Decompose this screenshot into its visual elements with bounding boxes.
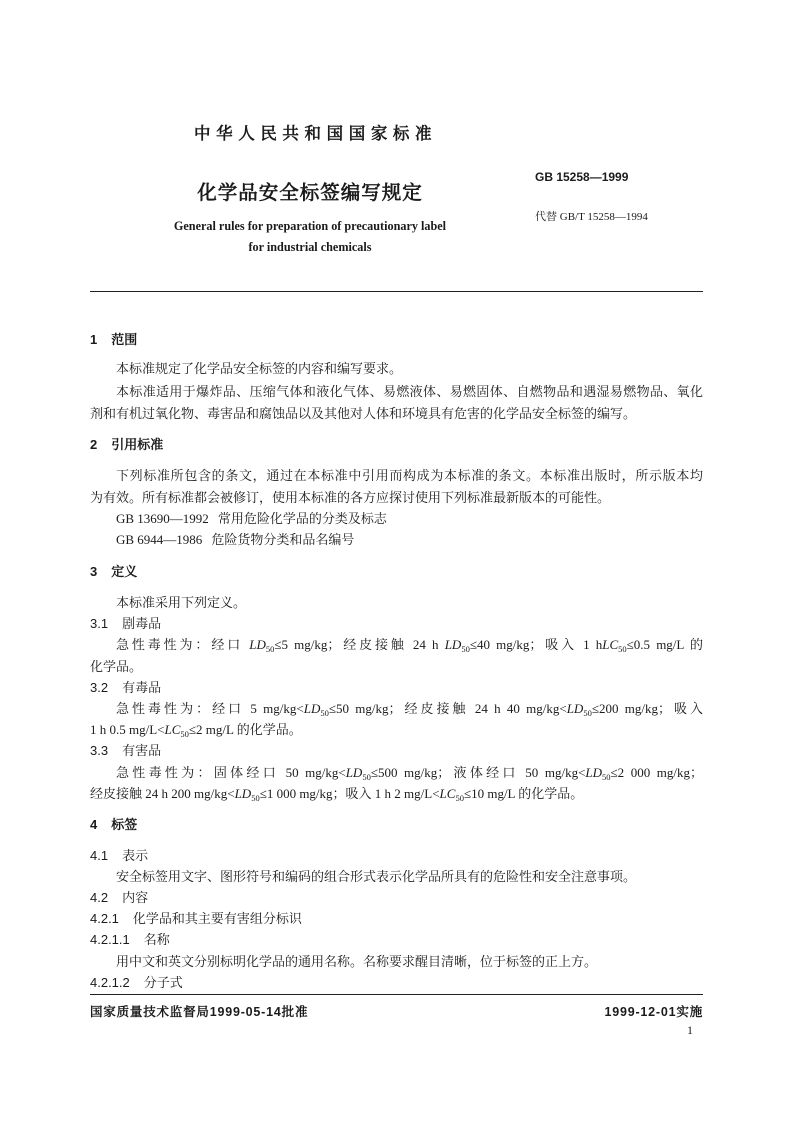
text-run: ≤50 mg/kg；经皮接触 24 h 40 mg/kg< [328, 701, 567, 716]
clause-title: 内容 [122, 890, 149, 905]
toxicity-symbol: LD [566, 701, 584, 716]
clause-title: 表示 [122, 848, 149, 863]
subscript: 50 [602, 772, 611, 782]
definition-line [90, 699, 703, 719]
section-number: 3 [90, 564, 98, 579]
paragraph-line: 本标准适用于爆炸品、压缩气体和液化气体、易燃液体、易燃固体、自燃物品和遇湿易燃物品、氧化 [116, 384, 703, 399]
reference-item [90, 509, 703, 529]
reference-item [90, 530, 703, 550]
clause-heading [90, 973, 703, 993]
text-run: ≤0.5 mg/L 的 [626, 637, 704, 652]
text-run: 急性毒性为：经口 5 mg/kg< [116, 701, 304, 716]
clause-number: 4.1 [90, 848, 109, 863]
standard-number: GB 15258—1999 [535, 170, 629, 184]
toxicity-symbol: LD [303, 701, 321, 716]
section-number: 2 [90, 437, 98, 452]
page-number: 1 [687, 1023, 693, 1037]
subscript: 50 [320, 708, 329, 718]
definition-heading [90, 678, 703, 698]
effective-date: 1999-12-01实施 [604, 1005, 703, 1019]
text-run: ≤5 mg/kg；经皮接触 24 h [274, 637, 445, 652]
toxicity-symbol: LD [249, 637, 266, 652]
approval-note: 国家质量技术监督局1999-05-14批准 [90, 1005, 309, 1019]
definition-heading [90, 614, 703, 634]
clause-title: 名称 [143, 932, 170, 947]
text-run: ≤500 mg/kg；液体经口 50 mg/kg< [370, 765, 586, 780]
reference-code: GB 13690—1992 [116, 511, 209, 526]
definition-term: 剧毒品 [122, 616, 162, 631]
section-1-heading [90, 330, 703, 350]
text-run: 化学品。 [90, 659, 143, 674]
text-run: ≤1 000 mg/kg；吸入 1 h 2 mg/L< [259, 786, 440, 801]
section-title: 定义 [111, 564, 138, 579]
text-run: ≤40 mg/kg；吸入 1 h [469, 637, 603, 652]
subscript: 50 [180, 729, 189, 739]
english-title-line-1: General rules for preparation of precautionary label [173, 219, 447, 233]
toxicity-symbol: LC [602, 637, 619, 652]
toxicity-symbol: LD [585, 765, 603, 780]
footer-divider [90, 994, 703, 995]
definition-line [90, 763, 703, 783]
national-standard-heading: 中华人民共和国国家标准 [194, 125, 438, 143]
reference-name: 常用危险化学品的分类及标志 [217, 511, 387, 526]
definition-line [90, 784, 703, 804]
section-2-heading [90, 435, 703, 455]
clause-number: 4.2 [90, 890, 109, 905]
definition-term: 有害品 [122, 743, 162, 758]
toxicity-symbol: LC [164, 722, 181, 737]
definition-line [90, 720, 703, 740]
clause-number: 4.2.1 [90, 911, 119, 926]
section-3-heading [90, 562, 703, 582]
clause-heading [90, 888, 703, 908]
clause-number: 3.2 [90, 680, 109, 695]
paragraph-line: 本标准采用下列定义。 [116, 595, 247, 610]
clause-number: 4.2.1.1 [90, 932, 130, 947]
clause-title: 分子式 [143, 975, 183, 990]
text-run: ≤10 mg/L 的化学品。 [463, 786, 584, 801]
section-title: 引用标准 [111, 437, 164, 452]
clause-number: 3.1 [90, 616, 109, 631]
paragraph-line: 下列标准所包含的条文，通过在本标准中引用而构成为本标准的条文。本标准出版时，所示版本均 [116, 468, 703, 483]
clause-heading [90, 930, 703, 950]
reference-name: 危险货物分类和品名编号 [211, 532, 355, 547]
definition-heading [90, 741, 703, 761]
subscript: 50 [583, 708, 592, 718]
clause-number: 3.3 [90, 743, 109, 758]
clause-heading [90, 909, 703, 929]
clause-heading [90, 846, 703, 866]
text-run: 急性毒性为：固体经口 50 mg/kg< [116, 765, 346, 780]
text-run: ≤2 mg/L 的化学品。 [188, 722, 302, 737]
subscript: 50 [618, 644, 627, 654]
section-4-heading [90, 815, 703, 835]
subscript: 50 [461, 644, 470, 654]
clause-title: 化学品和其主要有害组分标识 [132, 911, 302, 926]
toxicity-symbol: LC [439, 786, 456, 801]
paragraph-line: 剂和有机过氧化物、毒害品和腐蚀品以及其他对人体和环境具有危害的化学品安全标签的编写。 [90, 406, 637, 421]
header-divider [90, 291, 703, 292]
subscript: 50 [265, 644, 275, 654]
definition-line [90, 635, 703, 655]
paragraph-line: 为有效。所有标准都会被修订，使用本标准的各方应探讨使用下列标准最新版本的可能性。 [90, 490, 611, 505]
english-title-line-2: for industrial chemicals [248, 240, 372, 254]
paragraph-line: 安全标签用文字、图形符号和编码的组合形式表示化学品所具有的危险性和安全注意事项。 [116, 869, 637, 884]
replaces-standard: 代替 GB/T 15258—1994 [535, 211, 648, 223]
standard-title: 化学品安全标签编写规定 [197, 182, 423, 204]
subscript: 50 [362, 772, 371, 782]
toxicity-symbol: LD [345, 765, 363, 780]
subscript: 50 [251, 793, 260, 803]
toxicity-symbol: LD [444, 637, 462, 652]
section-number: 4 [90, 817, 98, 832]
section-number: 1 [90, 332, 98, 347]
definition-line [90, 657, 703, 677]
subscript: 50 [455, 793, 464, 803]
definition-term: 有毒品 [122, 680, 162, 695]
reference-code: GB 6944—1986 [116, 532, 203, 547]
paragraph-line: 本标准规定了化学品安全标签的内容和编写要求。 [116, 361, 403, 376]
section-title: 标签 [111, 817, 138, 832]
text-run: 经皮接触 24 h 200 mg/kg< [90, 786, 235, 801]
clause-number: 4.2.1.2 [90, 975, 130, 990]
text-run: ≤2 000 mg/kg； [610, 765, 703, 780]
text-run: 1 h 0.5 mg/L< [90, 722, 165, 737]
section-title: 范围 [111, 332, 138, 347]
paragraph-line: 用中文和英文分别标明化学品的通用名称。名称要求醒目清晰，位于标签的正上方。 [116, 954, 598, 969]
toxicity-symbol: LD [234, 786, 252, 801]
text-run: ≤200 mg/kg；吸入 [591, 701, 703, 716]
text-run: 急性毒性为：经口 [116, 637, 250, 652]
